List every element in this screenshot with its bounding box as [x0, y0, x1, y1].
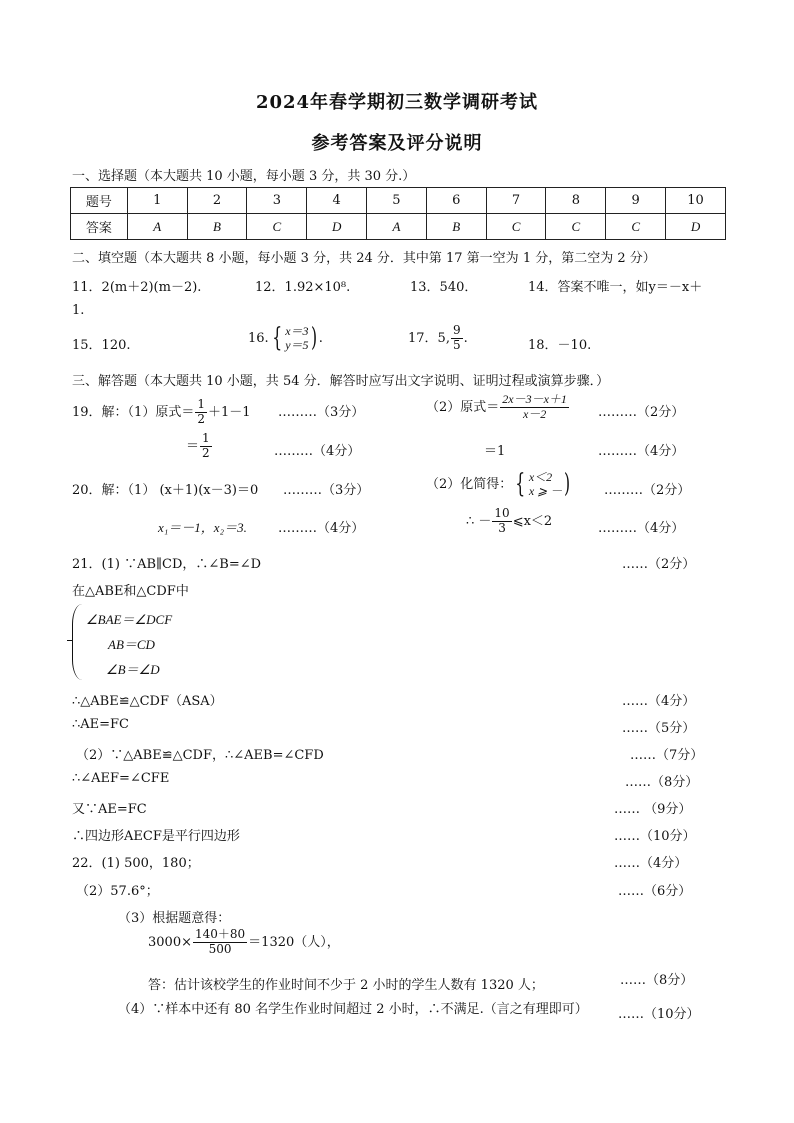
answer-q21-line: 21．(1) ∵AB∥CD，∴∠B=∠D	[72, 557, 262, 572]
congruence-condition: ∠BAE＝∠DCF	[86, 612, 173, 627]
q16-suffix: .	[318, 330, 323, 346]
answer-q22-line: （3）根据题意得：	[118, 911, 231, 926]
answer-q21-line: 在△ABE和△CDF中	[72, 584, 189, 599]
system-line: y＝5	[285, 338, 309, 353]
brace-icon: {	[271, 323, 282, 354]
answer-q16	[248, 324, 323, 353]
calc-prefix: 3000×	[148, 934, 192, 950]
answer-q19-part1-line2	[186, 432, 213, 461]
answer-q21-line: ∴AE=FC	[72, 717, 130, 732]
score-label: ………（3分）	[283, 483, 370, 498]
table-cell: 1	[127, 188, 187, 214]
score-label: ………（4分）	[274, 444, 361, 459]
paren-icon: )	[310, 323, 317, 354]
row-label: 答案	[71, 214, 128, 240]
answer-q22-line: 22．(1) 500，180；	[72, 856, 200, 871]
score-label: ……（2分）	[622, 557, 696, 572]
brace-icon	[72, 604, 83, 680]
answer-q21-line: ∴∠AEF=∠CFE	[72, 771, 170, 786]
q19-label: 19．解：（1）原式＝	[72, 404, 195, 420]
answer-q13: 13．540．	[410, 280, 478, 295]
answer-q14-continued: 1.	[72, 303, 85, 318]
choice-answer-table	[70, 187, 726, 240]
table-cell: 7	[486, 188, 546, 214]
table-cell: 6	[426, 188, 486, 214]
answer-q11: 11．2(m＋2)(m－2).	[72, 280, 202, 295]
answer-q20-part1: 20．解：（1） (x＋1)(x－3)＝0	[72, 483, 259, 498]
table-cell: 9	[606, 188, 666, 214]
score-label: ……（10分）	[614, 829, 696, 844]
answer-q14: 14．答案不唯一，如y＝－x＋	[528, 280, 703, 295]
table-row	[71, 188, 726, 214]
table-cell: C	[606, 214, 666, 240]
score-label: ………（2分）	[604, 483, 691, 498]
fraction	[195, 398, 207, 427]
table-cell: 5	[367, 188, 427, 214]
system-line: x＜2	[528, 470, 553, 484]
section1-heading: 一、选择题（本大题共 10 小题，每小题 3 分，共 30 分.）	[72, 169, 416, 184]
numerator: 140＋80	[194, 927, 246, 941]
score-label: ………（2分）	[598, 405, 685, 420]
answer-q18: 18．－10.	[528, 338, 592, 353]
score-label: ……（10分）	[618, 1007, 700, 1022]
table-cell: 2	[187, 188, 247, 214]
fraction	[500, 393, 569, 422]
denominator: 2	[197, 411, 205, 426]
table-cell: 8	[546, 188, 606, 214]
congruence-condition: AB＝CD	[108, 637, 155, 652]
table-cell: A	[367, 214, 427, 240]
section2-heading: 二、填空题（本大题共 8 小题，每小题 3 分，共 24 分．其中第 17 第一空为 1 分，第二空为 2 分）	[72, 251, 656, 266]
answer-q22-calculation	[148, 928, 340, 957]
fraction	[193, 928, 247, 957]
table-cell: 10	[666, 188, 726, 214]
answer-q17	[408, 324, 468, 353]
numerator: 10	[494, 506, 510, 520]
score-label: ……（6分）	[618, 884, 692, 899]
answer-q15: 15．120.	[72, 338, 131, 353]
brace-icon: {	[515, 469, 526, 500]
numerator: 2x－3－x＋1	[502, 392, 567, 406]
score-label: ………（4分）	[598, 521, 685, 536]
answer-q22-line: （2）57.6°；	[76, 884, 159, 899]
denominator: 5	[452, 337, 461, 352]
denominator: x－2	[522, 406, 547, 421]
score-label: ……（5分）	[622, 721, 696, 736]
answer-q19-part2	[426, 393, 570, 422]
score-label: ………（3分）	[278, 405, 365, 420]
fraction	[451, 324, 463, 353]
answer-q22-line: 答：估计该校学生的作业时间不少于 2 小时的学生人数有 1320 人；	[148, 978, 544, 993]
document-title: 2024年春学期初三数学调研考试	[255, 92, 539, 113]
answer-q20-roots: x₁＝－1，x₂＝3.	[158, 520, 247, 535]
score-label: ……（7分）	[630, 748, 704, 763]
table-cell: D	[666, 214, 726, 240]
numerator: 9	[452, 323, 461, 337]
score-label: ………（4分）	[278, 521, 365, 536]
table-cell: C	[247, 214, 307, 240]
answer-q21-line: 又∵AE=FC	[72, 802, 147, 817]
table-cell: 3	[247, 188, 307, 214]
q17-suffix: .	[463, 330, 468, 346]
score-label: ……（8分）	[625, 775, 699, 790]
score-label: ……（4分）	[614, 856, 688, 871]
part2-label: （2）原式＝	[426, 399, 500, 415]
table-row	[71, 214, 726, 240]
table-cell: C	[486, 214, 546, 240]
q16-prefix: 16.	[248, 330, 269, 346]
solution-suffix: ⩽x＜2	[512, 513, 553, 529]
fraction	[200, 432, 212, 461]
answer-q21-line: （2）∵△ABE≌△CDF，∴∠AEB=∠CFD	[76, 748, 324, 763]
table-cell: C	[546, 214, 606, 240]
score-label: ……（8分）	[620, 973, 694, 988]
answer-q21-line: ∴△ABE≌△CDF（ASA）	[72, 694, 223, 709]
denominator: 2	[202, 445, 210, 460]
equals: ＝	[186, 438, 200, 454]
answer-q20-part2	[426, 470, 572, 499]
equation-system	[285, 324, 308, 353]
denominator: 3	[498, 520, 506, 535]
q17-prefix: 17．5,	[408, 330, 450, 346]
table-cell: D	[307, 214, 367, 240]
system-line: x＝3	[285, 324, 309, 338]
denominator: 500	[208, 941, 232, 956]
answer-q22-line: （4）∵样本中还有 80 名学生作业时间超过 2 小时，∴不满足.（言之有理即可）	[118, 1002, 588, 1017]
paren-icon: )	[564, 469, 571, 500]
answer-q19-part1	[72, 398, 251, 427]
congruence-condition: ∠B＝∠D	[106, 662, 160, 677]
score-label: ………（4分）	[598, 444, 685, 459]
answer-q20-solution	[466, 507, 552, 536]
solution-prefix: ∴ －	[466, 513, 492, 529]
answer-q12: 12．1.92×10⁸.	[255, 280, 351, 295]
section3-heading: 三、解答题（本大题共 10 小题，共 54 分．解答时应写出文字说明、证明过程或演算步骤．）	[72, 374, 610, 389]
answer-q21-line: ∴四边形AECF是平行四边形	[72, 829, 240, 844]
part2-label: （2）化简得：	[426, 476, 513, 492]
calc-suffix: ＝1320（人），	[248, 934, 340, 950]
document-subtitle: 参考答案及评分说明	[311, 133, 483, 154]
fraction	[492, 507, 511, 536]
score-label: ……（4分）	[622, 694, 696, 709]
table-cell: A	[127, 214, 187, 240]
expression-tail: ＋1－1	[207, 404, 251, 420]
answer-q19-part2-line2: ＝1	[484, 444, 506, 459]
table-cell: B	[426, 214, 486, 240]
score-label: …… （9分）	[614, 802, 692, 817]
table-cell: 4	[307, 188, 367, 214]
numerator: 1	[197, 397, 205, 411]
row-label: 题号	[71, 188, 128, 214]
table-cell: B	[187, 214, 247, 240]
numerator: 1	[202, 431, 210, 445]
inequality-system	[529, 470, 562, 499]
system-line: x ⩾ －	[528, 484, 563, 499]
